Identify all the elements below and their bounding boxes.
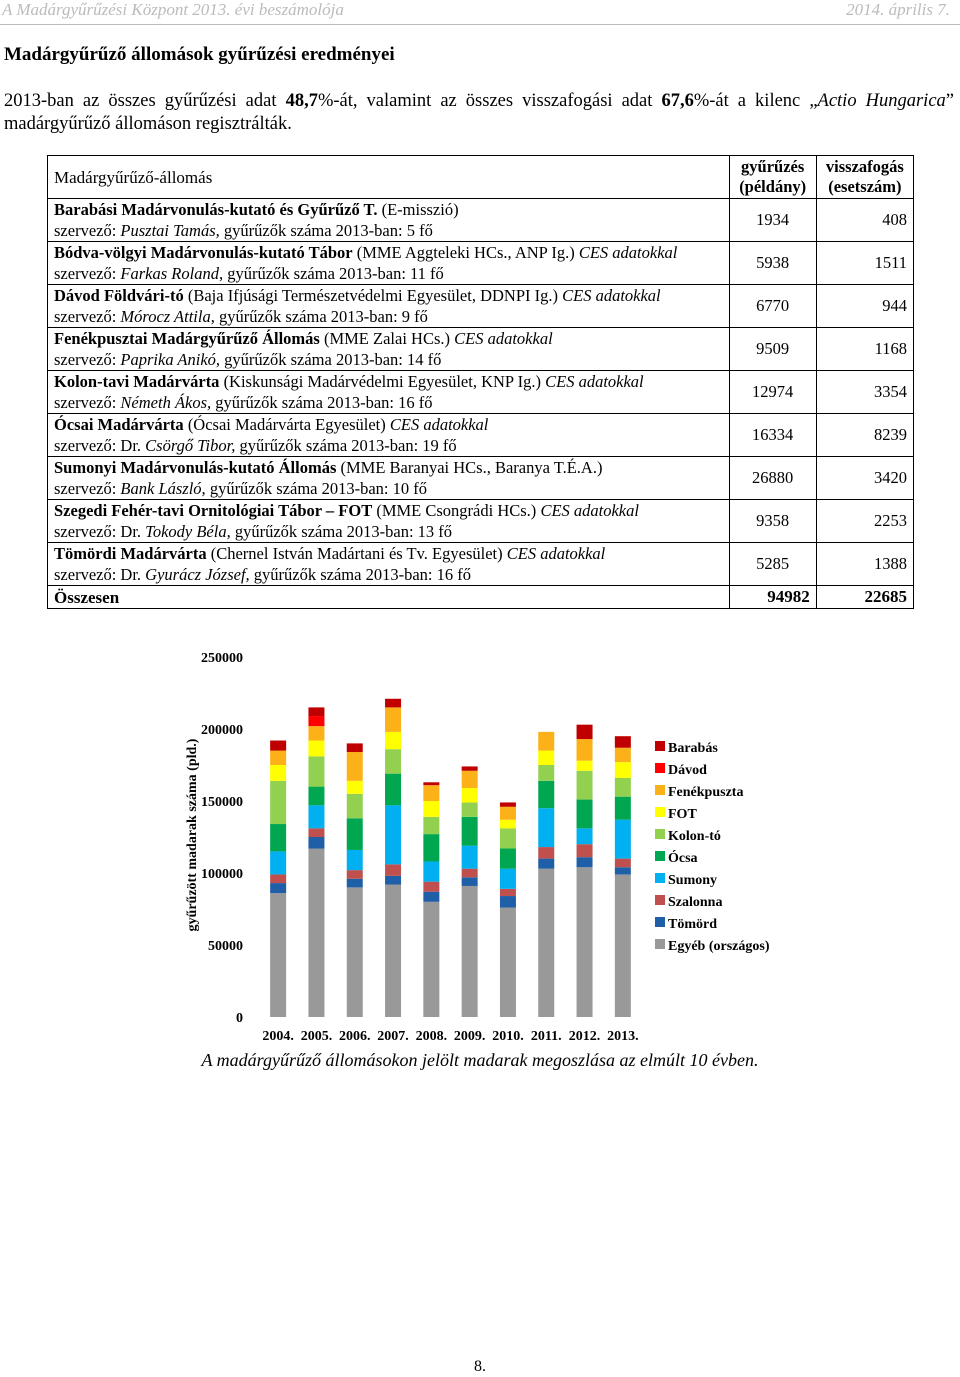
ringer-count: gyűrűzők száma 2013-ban: 14 fő: [220, 350, 442, 369]
bar-segment: [270, 883, 286, 893]
station-ces-note: CES adatokkal: [574, 243, 678, 262]
table-header-row: [48, 156, 914, 199]
total-recapture: 22685: [816, 586, 913, 609]
bar-segment: [615, 874, 631, 1017]
bar-segment: [500, 849, 516, 869]
station-name: Sumonyi Madárvonulás-kutató Állomás: [54, 458, 337, 477]
organizer-prefix: szervező:: [54, 264, 121, 283]
intro-program-name: Actio Hungarica: [817, 91, 946, 111]
bar-segment: [462, 766, 478, 770]
legend-swatch: [655, 851, 665, 861]
x-tick-label: 2004.: [262, 1029, 294, 1044]
organizer-prefix: szervező: Dr.: [54, 436, 146, 455]
station-organization: (MME Aggteleki HCs., ANP Ig.): [352, 243, 575, 262]
bar-segment: [308, 849, 324, 1017]
ringer-count: gyűrűzők száma 2013-ban: 9 fő: [214, 307, 428, 326]
bar-segment: [500, 869, 516, 889]
bar-segment: [500, 896, 516, 908]
recapture-value: 8239: [816, 414, 913, 457]
y-tick-label: 200000: [201, 723, 243, 738]
table-row: [48, 328, 914, 371]
bar-segment: [500, 820, 516, 829]
station-ces-note: CES adatokkal: [385, 415, 489, 434]
stations-table: [47, 155, 914, 609]
station-organization: (MME Csongrádi HCs.): [372, 501, 537, 520]
station-organization: (MME Baranyai HCs., Baranya T.É.A.): [336, 458, 603, 477]
station-cell: [48, 328, 730, 371]
bar-segment: [270, 874, 286, 883]
organizer-prefix: szervező:: [54, 307, 121, 326]
bar-segment: [308, 726, 324, 740]
station-cell: [48, 500, 730, 543]
table-row: [48, 457, 914, 500]
header-station: Madárgyűrűző-állomás: [48, 156, 730, 199]
x-tick-label: 2013.: [607, 1029, 639, 1044]
intro-value-1: 48,7: [285, 91, 318, 111]
header-report-title: A Madárgyűrűzési Központ 2013. évi beszámolója: [2, 0, 344, 19]
bar-segment: [308, 741, 324, 757]
bar-segment: [308, 756, 324, 786]
bar-segment: [385, 707, 401, 731]
x-tick-label: 2011.: [530, 1029, 562, 1044]
station-cell: [48, 285, 730, 328]
bar-segment: [347, 879, 363, 888]
x-axis: [262, 1029, 638, 1044]
bar-segment: [615, 867, 631, 874]
station-name: Dávod Földvári-tó: [54, 286, 184, 305]
organizer-prefix: szervező:: [54, 393, 121, 412]
legend-swatch: [655, 807, 665, 817]
bar-segment: [615, 820, 631, 859]
organizer-name: Tokody Béla,: [145, 522, 231, 541]
station-ces-note: CES adatokkal: [502, 544, 606, 563]
legend-label: FOT: [668, 807, 697, 822]
station-ces-note: CES adatokkal: [536, 501, 639, 520]
ringer-count: gyűrűzők száma 2013-ban: 11 fő: [223, 264, 444, 283]
bar-segment: [538, 869, 554, 1017]
bar-segment: [615, 748, 631, 762]
bar-segment: [347, 743, 363, 752]
y-tick-label: 150000: [201, 795, 243, 810]
bar-segment: [538, 859, 554, 869]
x-tick-label: 2010.: [492, 1029, 524, 1044]
bar-segment: [615, 762, 631, 778]
station-name: Bódva-völgyi Madárvonulás-kutató Tábor: [54, 243, 353, 262]
organizer-prefix: szervező:: [54, 479, 121, 498]
table-row: [48, 285, 914, 328]
bar-segment: [308, 828, 324, 837]
legend-swatch: [655, 785, 665, 795]
recapture-value: 944: [816, 285, 913, 328]
bar-segment: [423, 785, 439, 801]
bar-segment: [615, 797, 631, 820]
table-row: [48, 543, 914, 586]
header-date: 2014. április 7.: [846, 0, 950, 19]
bar-segment: [423, 834, 439, 861]
bar-segment: [308, 837, 324, 849]
bar-segment: [347, 887, 363, 1017]
ringing-value: 26880: [729, 457, 816, 500]
station-name: Fenékpusztai Madárgyűrűző Állomás: [54, 329, 320, 348]
header-ringing: gyűrűzés (példány): [729, 156, 816, 199]
ringing-value: 12974: [729, 371, 816, 414]
bar-segment: [270, 893, 286, 1017]
recapture-value: 3420: [816, 457, 913, 500]
recapture-value: 1511: [816, 242, 913, 285]
table-row: [48, 242, 914, 285]
bar-segment: [385, 732, 401, 749]
station-organization: (Kiskunsági Madárvédelmi Egyesület, KNP Ig.): [219, 372, 541, 391]
organizer-name: Farkas Roland,: [120, 264, 224, 283]
bar-segment: [270, 765, 286, 781]
bar-segment: [462, 802, 478, 816]
legend-label: Egyéb (országos): [668, 939, 770, 954]
bar-segment: [308, 716, 324, 726]
bar-segment: [308, 805, 324, 828]
station-cell: [48, 242, 730, 285]
legend-swatch: [655, 917, 665, 927]
station-organization: (Chernel István Madártani és Tv. Egyesület): [206, 544, 503, 563]
bar-segment: [270, 751, 286, 765]
legend-label: Kolon-tó: [668, 829, 721, 844]
bar-segment: [538, 751, 554, 765]
ringer-count: gyűrűzők száma 2013-ban: 16 fő: [249, 565, 471, 584]
station-name: Barabási Madárvonulás-kutató és Gyűrűző T.: [54, 200, 378, 219]
bar-segment: [577, 828, 593, 844]
station-name: Ócsai Madárvárta: [54, 415, 184, 434]
ringer-count: gyűrűzők száma 2013-ban: 10 fő: [205, 479, 428, 498]
ringer-count: gyűrűzők száma 2013-ban: 5 fő: [219, 221, 433, 240]
organizer-name: Pusztai Tamás,: [120, 221, 220, 240]
ringing-value: 9509: [729, 328, 816, 371]
x-tick-label: 2009.: [453, 1029, 486, 1044]
bar-segment: [577, 771, 593, 800]
figure-caption: A madárgyűrűző állomásokon jelölt madarak megoszlása az elmúlt 10 évben.: [201, 1050, 759, 1070]
station-cell: [48, 414, 730, 457]
x-tick-label: 2008.: [415, 1029, 448, 1044]
header-rule: [0, 24, 960, 25]
ringing-value: 9358: [729, 500, 816, 543]
intro-value-2: 67,6: [661, 91, 694, 111]
station-cell: [48, 371, 730, 414]
legend-swatch: [655, 741, 665, 751]
legend-label: Ócsa: [668, 851, 698, 866]
chart-legend: [655, 741, 770, 954]
recapture-value: 1388: [816, 543, 913, 586]
legend-label: Szalonna: [668, 895, 723, 910]
bar-segment: [577, 739, 593, 761]
bar-segment: [462, 869, 478, 878]
organizer-prefix: szervező: Dr.: [54, 565, 146, 584]
intro-paragraph: [4, 90, 954, 136]
intro-text-3: %-át a kilenc „: [693, 91, 818, 111]
intro-text-1: 2013-ban az összes gyűrűzési adat: [4, 91, 286, 111]
bar-segment: [500, 889, 516, 896]
total-label: Összesen: [48, 586, 730, 609]
station-organization: (Baja Ifjúsági Természetvédelmi Egyesület, DDNPI Ig.): [183, 286, 558, 305]
page-header: [0, 0, 960, 22]
bar-segment: [423, 782, 439, 785]
ringer-count: gyűrűzők száma 2013-ban: 19 fő: [235, 436, 457, 455]
station-ces-note: CES adatokkal: [450, 329, 553, 348]
bar-segment: [462, 846, 478, 869]
station-organization: (E-misszió): [377, 200, 459, 219]
station-name: Kolon-tavi Madárvárta: [54, 372, 220, 391]
intro-text-4: ” madárgyűrűző állomáson regisztrálták.: [4, 91, 955, 134]
bar-segment: [577, 857, 593, 867]
station-name: Tömördi Madárvárta: [54, 544, 207, 563]
bar-segment: [308, 787, 324, 806]
bar-segment: [308, 707, 324, 716]
bar-segment: [385, 876, 401, 885]
bar-segment: [577, 761, 593, 771]
station-name: Szegedi Fehér-tavi Ornitológiai Tábor – FOT: [54, 501, 373, 520]
bar-segment: [270, 851, 286, 874]
bar-segment: [347, 818, 363, 850]
ringing-value: 1934: [729, 199, 816, 242]
bar-segment: [347, 794, 363, 818]
bar-segment: [385, 699, 401, 708]
bar-segment: [385, 805, 401, 864]
organizer-prefix: szervező: Dr.: [54, 522, 146, 541]
bar-segment: [615, 859, 631, 868]
table-row: [48, 199, 914, 242]
ringer-count: gyűrűzők száma 2013-ban: 13 fő: [230, 522, 453, 541]
bar-segment: [500, 802, 516, 806]
bar-segment: [423, 882, 439, 892]
x-tick-label: 2012.: [568, 1029, 601, 1044]
bar-segment: [270, 824, 286, 851]
bar-segment: [500, 828, 516, 848]
organizer-prefix: szervező:: [54, 221, 121, 240]
y-tick-label: 250000: [201, 651, 243, 666]
chart-bars: [270, 699, 631, 1017]
header-recapture: visszafogás (esetszám): [816, 156, 913, 199]
bar-segment: [615, 736, 631, 748]
recapture-value: 3354: [816, 371, 913, 414]
bar-segment: [538, 808, 554, 847]
y-tick-label: 100000: [201, 867, 243, 882]
bar-segment: [423, 892, 439, 902]
bar-segment: [270, 741, 286, 751]
bar-segment: [462, 817, 478, 846]
bar-segment: [538, 765, 554, 781]
legend-swatch: [655, 763, 665, 773]
legend-label: Sumony: [668, 873, 718, 888]
x-tick-label: 2006.: [339, 1029, 371, 1044]
legend-swatch: [655, 895, 665, 905]
stacked-bar-chart: [0, 640, 960, 1045]
bar-segment: [538, 847, 554, 859]
bar-segment: [538, 732, 554, 751]
station-cell: [48, 199, 730, 242]
ringing-value: 6770: [729, 285, 816, 328]
table-total-row: [48, 586, 914, 609]
intro-text-2: %-át, valamint az összes visszafogási adat: [317, 91, 662, 111]
station-ces-note: CES adatokkal: [540, 372, 644, 391]
ringing-value: 5938: [729, 242, 816, 285]
y-tick-label: 50000: [208, 939, 243, 954]
total-ringing: 94982: [729, 586, 816, 609]
y-axis: [201, 651, 243, 1026]
bar-segment: [538, 781, 554, 808]
bar-segment: [462, 886, 478, 1017]
ringer-count: gyűrűzők száma 2013-ban: 16 fő: [211, 393, 433, 412]
table-row: [48, 500, 914, 543]
bar-segment: [577, 725, 593, 739]
recapture-value: 1168: [816, 328, 913, 371]
bar-segment: [347, 781, 363, 794]
legend-label: Fenékpuszta: [668, 785, 744, 800]
legend-label: Barabás: [668, 741, 718, 756]
bar-segment: [385, 864, 401, 876]
bar-segment: [423, 801, 439, 817]
bar-segment: [423, 902, 439, 1017]
bar-segment: [423, 817, 439, 834]
y-tick-label: 0: [236, 1011, 243, 1026]
bar-segment: [577, 867, 593, 1017]
table-row: [48, 371, 914, 414]
station-organization: (Ócsai Madárvárta Egyesület): [183, 415, 386, 434]
bar-segment: [462, 771, 478, 788]
bar-segment: [385, 885, 401, 1017]
bar-segment: [577, 800, 593, 829]
bar-segment: [615, 778, 631, 797]
bar-segment: [347, 850, 363, 870]
bar-segment: [462, 877, 478, 886]
legend-label: Dávod: [668, 763, 707, 778]
y-axis-title: gyűrűzött madarak száma (pld.): [185, 738, 200, 932]
bar-segment: [500, 908, 516, 1017]
legend-swatch: [655, 873, 665, 883]
bar-segment: [423, 861, 439, 881]
legend-swatch: [655, 939, 665, 949]
organizer-name: Csörgő Tibor,: [145, 436, 236, 455]
page-number: 8.: [474, 1358, 486, 1375]
x-tick-label: 2005.: [300, 1029, 333, 1044]
bar-segment: [270, 781, 286, 824]
ringing-value: 16334: [729, 414, 816, 457]
table-row: [48, 414, 914, 457]
station-cell: [48, 543, 730, 586]
organizer-name: Mórocz Attila,: [120, 307, 215, 326]
bar-segment: [500, 807, 516, 820]
bar-segment: [347, 870, 363, 879]
legend-label: Tömörd: [668, 917, 717, 932]
station-organization: (MME Zalai HCs.): [319, 329, 450, 348]
bar-segment: [347, 752, 363, 781]
organizer-name: Bank László,: [120, 479, 206, 498]
x-tick-label: 2007.: [377, 1029, 409, 1044]
organizer-name: Paprika Anikó,: [120, 350, 221, 369]
station-cell: [48, 457, 730, 500]
bar-segment: [385, 749, 401, 773]
bar-segment: [462, 788, 478, 802]
organizer-name: Németh Ákos,: [120, 393, 212, 412]
recapture-value: 408: [816, 199, 913, 242]
organizer-prefix: szervező:: [54, 350, 121, 369]
station-ces-note: CES adatokkal: [557, 286, 661, 305]
bar-segment: [577, 844, 593, 857]
bar-segment: [385, 774, 401, 806]
section-title: Madárgyűrűző állomások gyűrűzési eredményei: [4, 44, 395, 65]
legend-swatch: [655, 829, 665, 839]
recapture-value: 2253: [816, 500, 913, 543]
organizer-name: Gyurácz József,: [145, 565, 250, 584]
ringing-value: 5285: [729, 543, 816, 586]
